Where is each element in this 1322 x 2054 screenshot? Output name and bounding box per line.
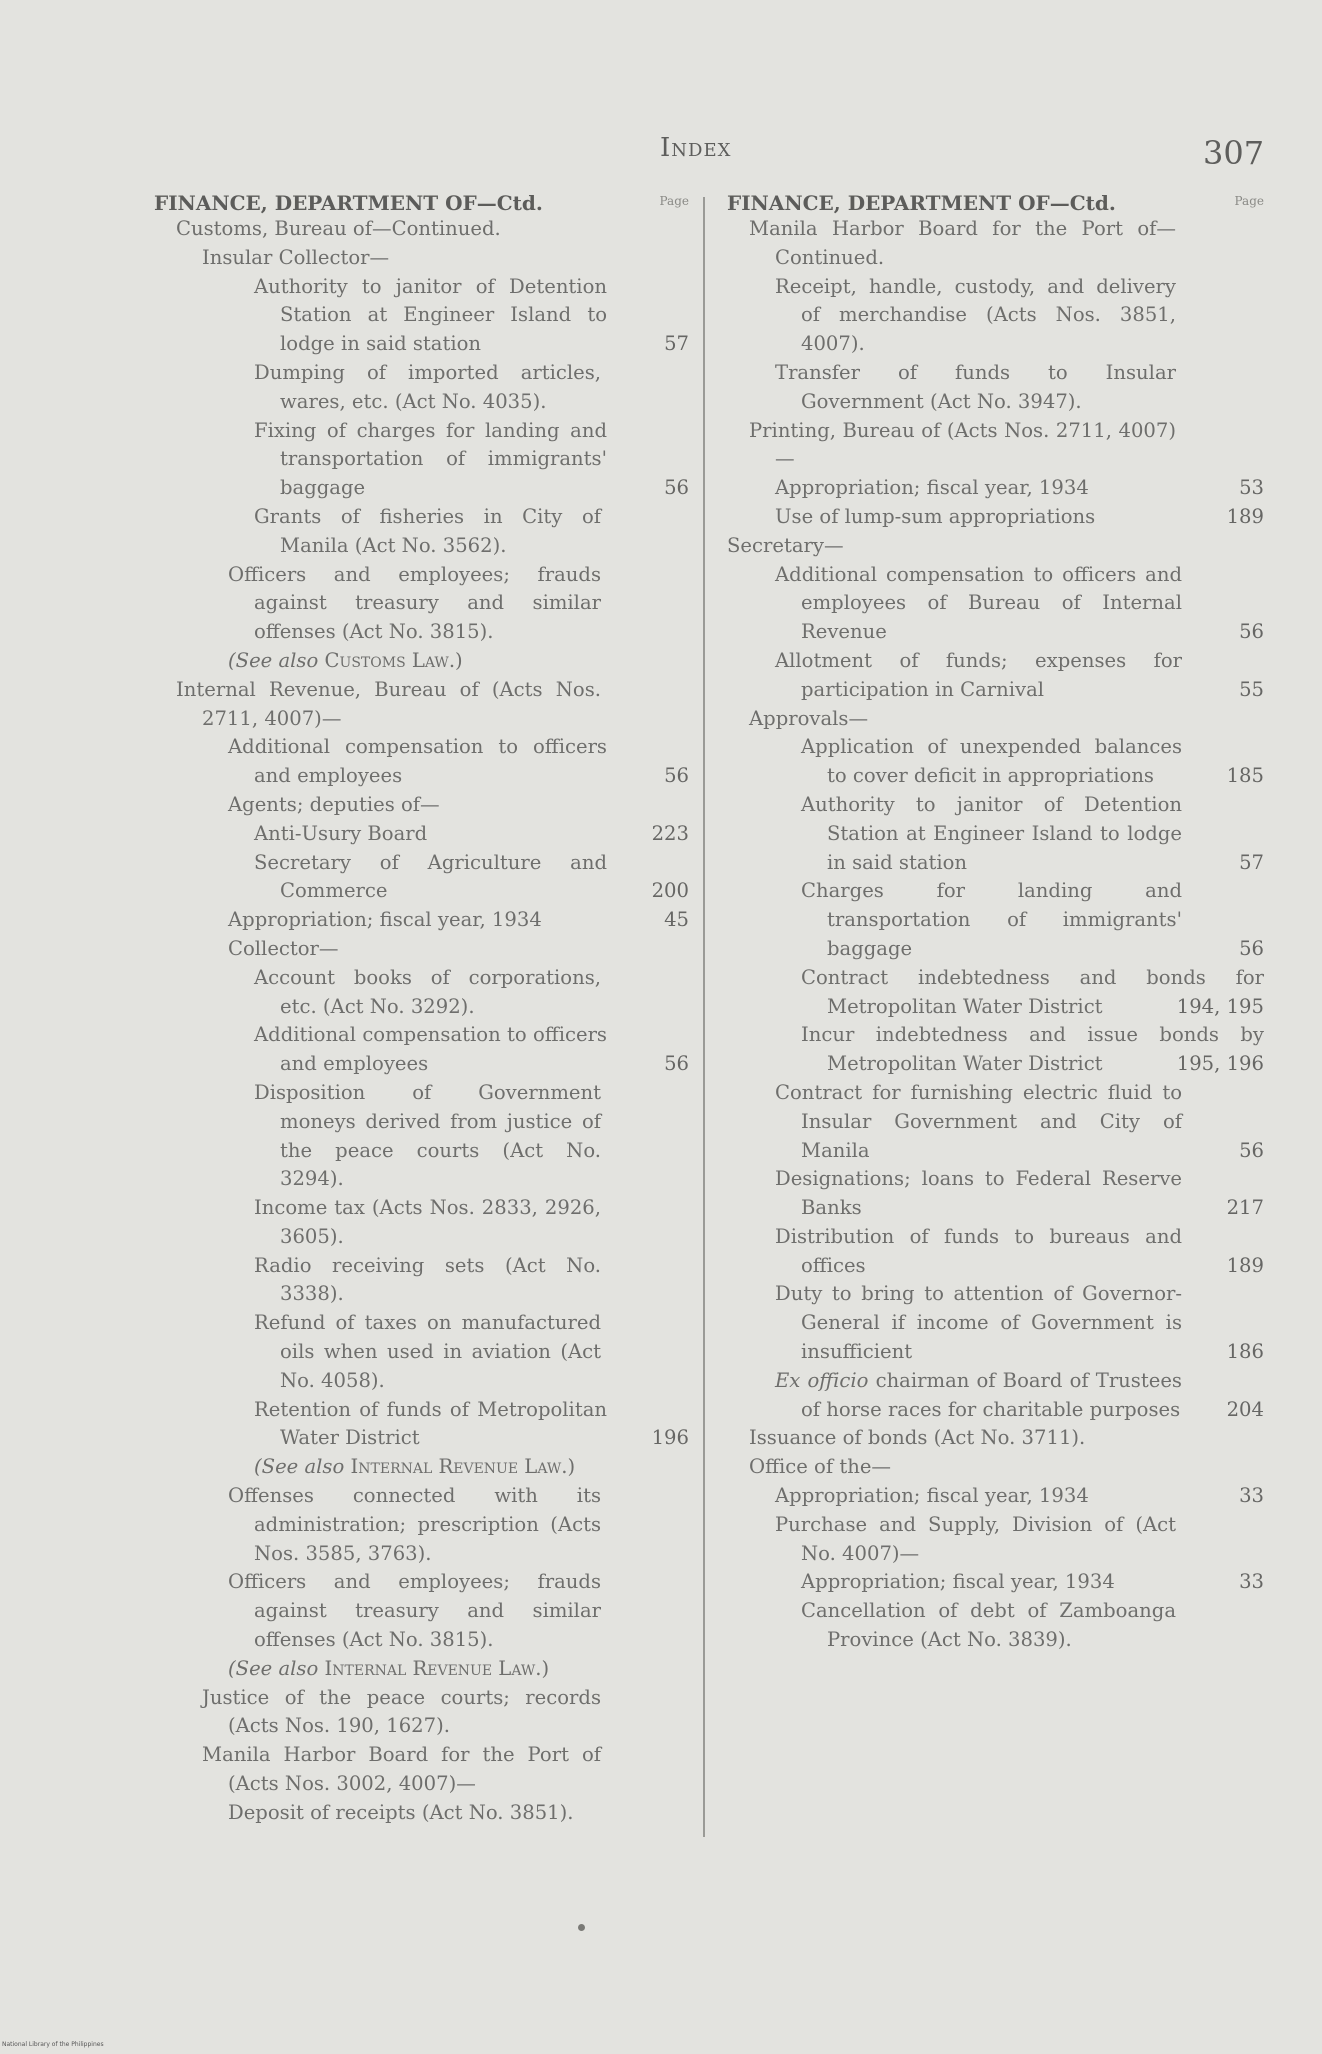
index-entry: Insular Collector— [202,245,390,269]
page-ref: 189 [1226,1253,1264,1277]
index-entry: Incur indebtedness and issue bonds by Metropolitan Water District 195, 196 [727,1021,1264,1079]
index-entry: Manila Harbor Board for the Port of—Continued. [749,217,1176,269]
index-entry: Customs, Bureau of—Continued. [176,217,501,240]
page-ref: 204 [1226,1397,1264,1421]
see-also-entry: (See also Internal Revenue Law.) [254,1455,576,1479]
index-entry: Cancellation of debt of Zamboanga Province (Act No. 3839). [801,1599,1176,1652]
index-entry: Radio receiving sets (Act No. 3338). [254,1253,601,1306]
index-entry: Allotment of funds; expenses for participation in Carnival 55 [775,648,1264,701]
index-entry: Secretary of Agriculture and Commerce 200 [154,849,689,907]
index-entry: Dumping of imported articles, wares, etc. (Act No. 4035). [254,360,601,413]
index-entry: Appropriation; fiscal year, 1934 53 [727,474,1264,503]
index-entry: Internal Revenue, Bureau of (Acts Nos. 2711, 4007)— [176,677,601,730]
index-entry: Purchase and Supply, Division of (Act No. 4007)— [775,1512,1176,1565]
page-ref: 33 [1239,1484,1264,1508]
page-column-label: Page [659,194,689,208]
index-entry: Distribution of funds to bureaus and offices 189 [727,1223,1264,1281]
column-heading: FINANCE, DEPARTMENT OF—Ctd. [727,191,1116,215]
index-entry: Duty to bring to attention of Governor-General if income of Government is insufficient 186 [727,1280,1264,1366]
see-also-entry: (See also Customs Law.) [228,648,463,672]
index-entry: Fixing of charges for landing and transportation of immigrants' baggage 56 [254,418,689,500]
page-ref: 185 [1226,764,1264,788]
index-entry: Account books of corporations, etc. (Act No. 3292). [254,965,601,1018]
index-entry: Contract indebtedness and bonds for Metropolitan Water District 194, 195 [727,964,1264,1022]
index-entry: Income tax (Acts Nos. 2833, 2926, 3605). [254,1196,601,1248]
index-entry: Disposition of Government moneys derived from justice of the peace courts (Act No. 3294). [254,1080,601,1191]
page-ref: 189 [1226,504,1264,528]
index-entry: Printing, Bureau of (Acts Nos. 2711, 4007)— [749,418,1176,471]
page-column-label: Page [1234,194,1264,208]
index-entry: Offenses connected with its administration; prescription (Acts Nos. 3585, 3763). [228,1484,601,1565]
index-entry: Application of unexpended balances to cover deficit in appropriations 185 [727,733,1264,791]
index-entry: Appropriation; fiscal year, 1934 33 [801,1570,1264,1594]
scan-credit: National Library of the Philippines [2,2041,104,2048]
page-ref: 194, 195 [1176,994,1264,1018]
page-ref: 223 [651,821,689,845]
index-entry: Additional compensation to officers and employees 56 [254,1023,689,1076]
index-entry: Receipt, handle, custody, and delivery of merchandise (Acts Nos. 3851, 4007). [775,274,1176,356]
page-ref: 200 [651,879,689,903]
left-column [154,191,689,1828]
index-entry: Contract for furnishing electric fluid to Insular Government and City of Manila 56 [775,1080,1264,1162]
index-entry: Manila Harbor Board for the Port of (Acts Nos. 3002, 4007)— [202,1743,601,1796]
column-heading: FINANCE, DEPARTMENT OF—Ctd. [154,191,543,215]
index-entry: Agents; deputies of— [228,792,440,816]
index-entry: Office of the— [749,1455,892,1479]
index-entry: Officers and employees; frauds against treasury and similar offenses (Act No. 3815). [228,562,601,644]
index-entry: Justice of the peace courts; records (Acts Nos. 190, 1627). [202,1685,601,1738]
index-entry: Ex officio chairman of Board of Trustees of horse races for charitable purposes 204 [727,1367,1264,1425]
index-entry: Additional compensation to officers and employees of Bureau of Internal Revenue 56 [775,562,1264,644]
column-divider [703,197,705,1837]
index-entry: Use of lump-sum appropriations 189 [727,503,1264,532]
index-entry: Refund of taxes on manufactured oils when used in aviation (Act No. 4058). [254,1311,601,1392]
index-entry: Grants of fisheries in City of Manila (Act No. 3562). [254,504,601,557]
index-entry: Collector— [228,936,339,960]
page-ref: 45 [664,908,689,932]
right-column [727,191,1264,1655]
index-entry: Authority to janitor of Detention Station at Engineer Island to lodge in said station 57 [254,274,689,356]
page-ref: 195, 196 [1176,1052,1264,1076]
index-entry: Anti-Usury Board 223 [154,820,689,849]
index-entry: Transfer of funds to Insular Government (Act No. 3947). [775,360,1176,413]
page-ref: 217 [1226,1196,1264,1220]
index-entry: Retention of funds of Metropolitan Water District 196 [154,1396,689,1454]
page-ref: 53 [1239,476,1264,500]
index-entry: Charges for landing and transportation of immigrants' baggage 56 [801,879,1264,960]
index-entry: Approvals— [749,706,869,730]
see-also-entry: (See also Internal Revenue Law.) [228,1656,550,1680]
index-entry: Deposit of receipts (Act No. 3851). [228,1800,574,1824]
index-entry: Issuance of bonds (Act No. 3711). [749,1426,1086,1450]
page-ref: 196 [651,1426,689,1450]
page-number: 307 [1203,134,1265,172]
footer-mark [578,1924,585,1931]
index-entry: Appropriation; fiscal year, 1934 45 [154,906,689,935]
column-heading-row [154,191,689,215]
index-entry: Secretary— [727,533,844,557]
column-heading-row [727,191,1264,215]
index-entry: Appropriation; fiscal year, 1934 33 [727,1482,1264,1511]
running-head: Index [660,133,732,163]
page-ref: 186 [1226,1340,1264,1364]
index-entry: Officers and employees; frauds against treasury and similar offenses (Act No. 3815). [228,1570,601,1652]
page-header [0,0,1322,200]
index-entry: Authority to janitor of Detention Station at Engineer Island to lodge in said station 57 [801,792,1264,874]
index-entry: Additional compensation to officers and employees 56 [228,735,689,788]
index-entry: Designations; loans to Federal Reserve Banks 217 [727,1165,1264,1223]
